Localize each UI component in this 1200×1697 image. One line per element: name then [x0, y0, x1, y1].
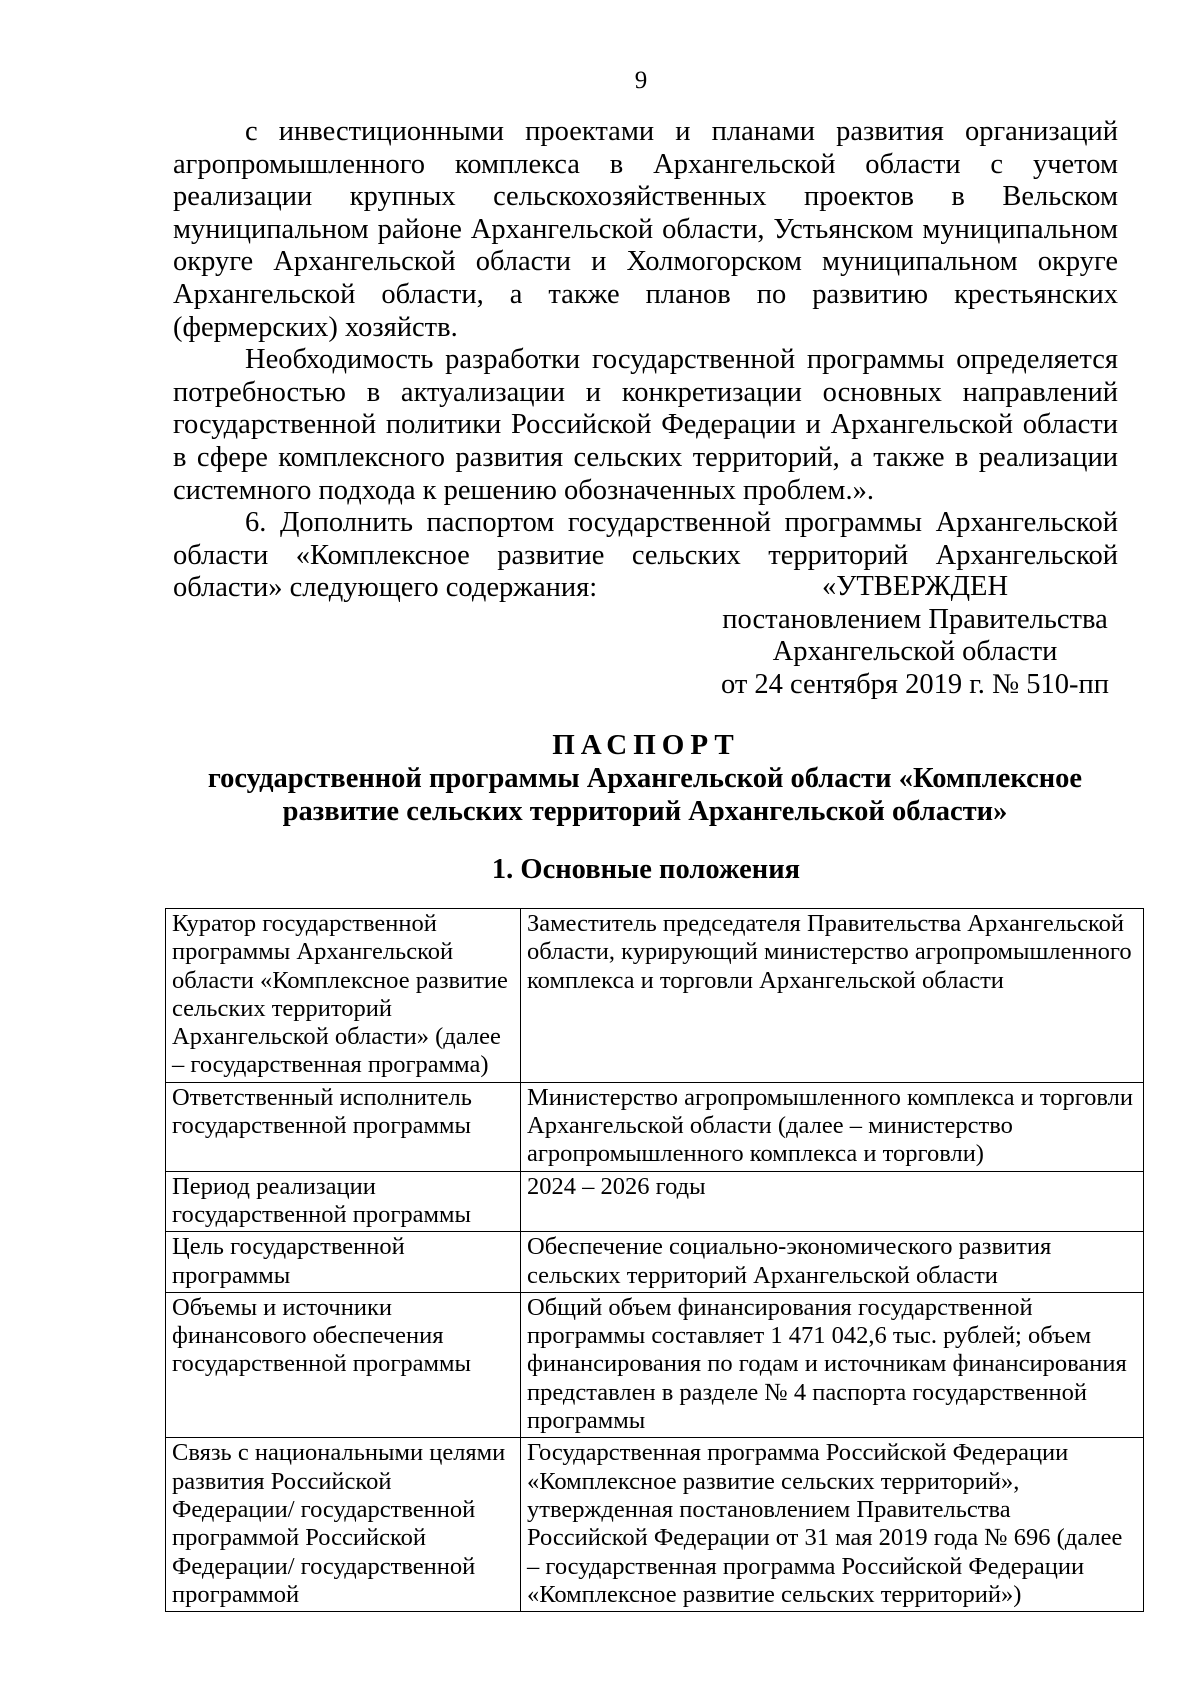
row-label: Ответственный исполнитель государственной программы — [166, 1082, 521, 1171]
table-row — [166, 1438, 1144, 1612]
paragraph: 6. Дополнить паспортом государственной программы Архангельской области «Комплексное развитие сельских территорий Архангельской области» следующего содержания: — [173, 507, 1118, 604]
passport-subtitle: государственной программы Архангельской области «Комплексное развитие сельских территорий Архангельской области» — [207, 763, 1083, 827]
table-row — [166, 1232, 1144, 1293]
approval-line: постановлением Правительства — [722, 603, 1108, 635]
table-row — [166, 1082, 1144, 1171]
approval-line: от 24 сентября 2019 г. № 510-пп — [720, 668, 1110, 700]
passport-title: ПАСПОРТ — [552, 729, 740, 761]
row-value: Заместитель председателя Правительства Архангельской области, курирующий министерство агропромышленного комплекса и торговли Архангельской области — [521, 909, 1144, 1083]
page-number: 9 — [634, 67, 648, 94]
approval-line: «УТВЕРЖДЕН — [821, 571, 1009, 602]
row-value: Государственная программа Российской Федерации «Комплексное развитие сельских территорий», утвержденная постановлением Правительства Российской Федерации от 31 мая 2019 года № 696 (далее – государственная программа Российской Федерации «Комплексное развитие сельских территорий») — [521, 1438, 1144, 1612]
row-label: Связь с национальными целями развития Российской Федерации/ государственной программой Российской Федерации/ государственной программой — [166, 1438, 521, 1612]
row-value: Обеспечение социально-экономического развития сельских территорий Архангельской области — [521, 1232, 1144, 1293]
row-value: 2024 – 2026 годы — [521, 1171, 1144, 1232]
body-text — [173, 116, 1118, 605]
row-label: Период реализации государственной программы — [166, 1171, 521, 1232]
row-value: Министерство агропромышленного комплекса и торговли Архангельской области (далее – министерство агропромышленного комплекса и торговли) — [521, 1082, 1144, 1171]
approval-stamp — [700, 571, 1130, 701]
table-row — [166, 1292, 1144, 1437]
table-row — [166, 909, 1144, 1083]
table-row — [166, 1171, 1144, 1232]
passport-table — [165, 908, 1144, 1612]
section-heading: 1. Основные положения — [491, 854, 801, 885]
paragraph: Необходимость разработки государственной программы определяется потребностью в актуализации и конкретизации основных направлений государственной политики Российской Федерации и Архангельской области в сфере комплексного развития сельских территорий, а также в реализации системного подхода к решению обозначенных проблем.». — [173, 344, 1118, 506]
row-label: Куратор государственной программы Архангельской области «Комплексное развитие сельских территорий Архангельской области» (далее – государственная программа) — [166, 909, 521, 1083]
paragraph: с инвестиционными проектами и планами развития организаций агропромышленного комплекса в Архангельской области с учетом реализации крупных сельскохозяйственных проектов в Вельском муниципальном районе Архангельской области, Устьянском муниципальном округе Архангельской области и Холмогорском муниципальном округе Архангельской области, а также планов по развитию крестьянских (фермерских) хозяйств. — [173, 116, 1118, 343]
row-label: Объемы и источники финансового обеспечения государственной программы — [166, 1292, 521, 1437]
approval-line: Архангельской области — [772, 636, 1058, 668]
row-label: Цель государственной программы — [166, 1232, 521, 1293]
row-value: Общий объем финансирования государственной программы составляет 1 471 042,6 тыс. рублей; объем финансирования по годам и источникам финансирования представлен в разделе № 4 паспорта государственной программы — [521, 1292, 1144, 1437]
